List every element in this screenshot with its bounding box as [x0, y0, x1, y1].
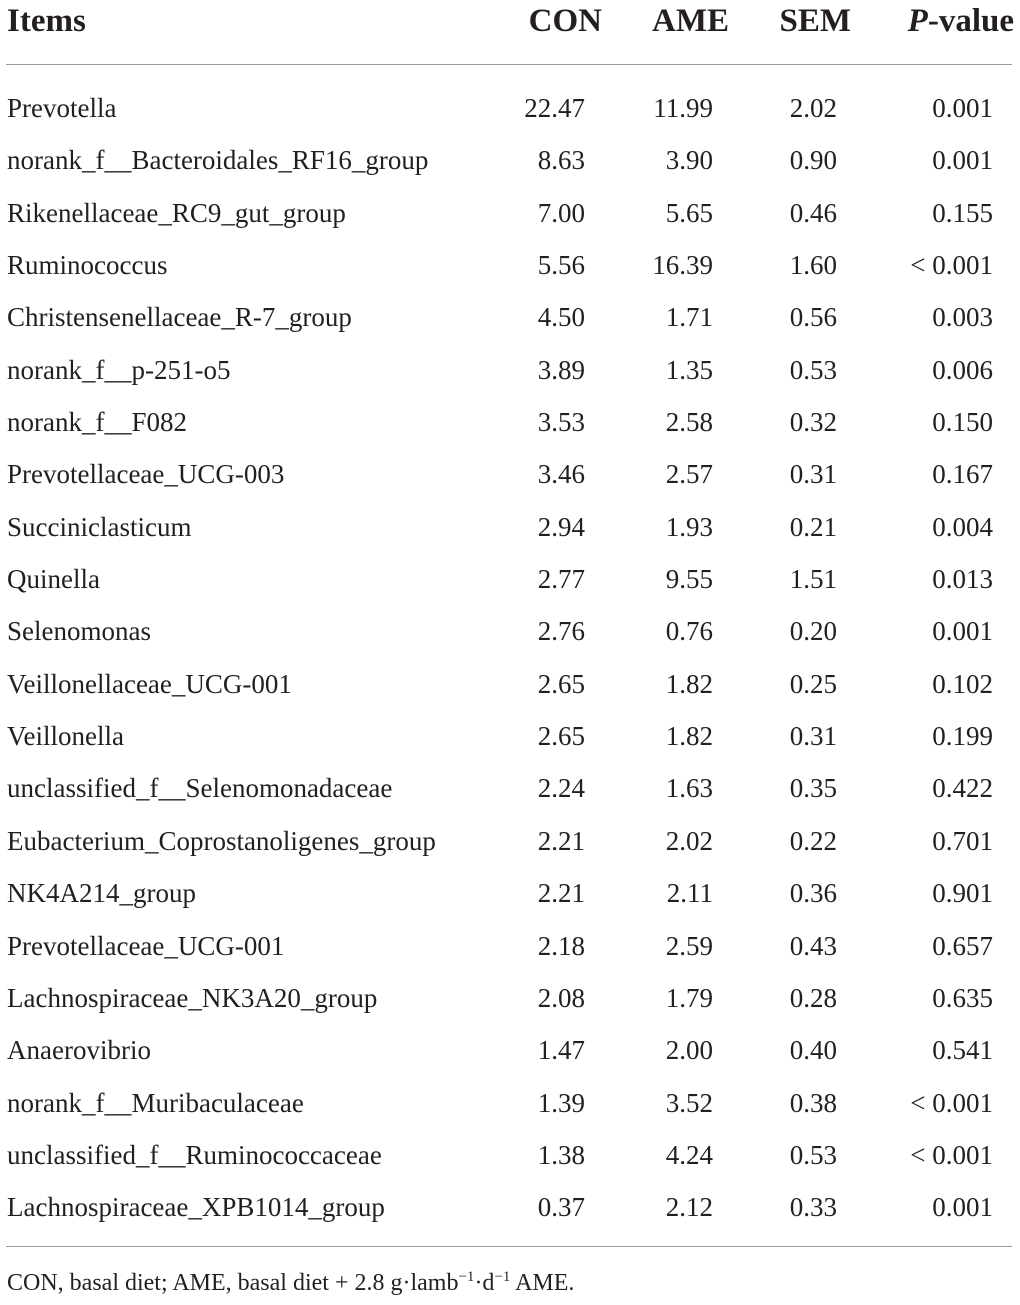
- cell-sem: 0.28: [789, 982, 837, 1013]
- cell-item: Eubacterium_Coprostanoligenes_group: [7, 825, 436, 856]
- cell-item: Selenomonas: [7, 616, 151, 647]
- cell-sem: 0.20: [789, 616, 837, 647]
- table-row: [0, 1129, 1020, 1181]
- cell-item: norank_f__Muribaculaceae: [7, 1087, 304, 1118]
- cell-p-value: < 0.001: [910, 1139, 993, 1170]
- cell-con: 2.76: [537, 616, 585, 647]
- table-row: [0, 815, 1020, 867]
- cell-sem: 0.43: [789, 930, 837, 961]
- cell-con: 2.18: [537, 930, 585, 961]
- cell-item: unclassified_f__Selenomonadaceae: [7, 773, 393, 804]
- cell-sem: 0.33: [789, 1192, 837, 1223]
- table-row: [0, 1077, 1020, 1129]
- cell-con: 1.38: [537, 1139, 585, 1170]
- table-row: [0, 501, 1020, 553]
- cell-p-value: 0.150: [932, 407, 993, 438]
- cell-sem: 0.56: [789, 302, 837, 333]
- cell-ame: 2.02: [665, 825, 713, 856]
- cell-p-value: 0.004: [932, 511, 993, 542]
- cell-item: norank_f__Bacteroidales_RF16_group: [7, 145, 429, 176]
- cell-sem: 2.02: [789, 93, 837, 123]
- header-p-letter: P: [907, 3, 928, 39]
- table-row: [0, 553, 1020, 605]
- header-con: CON: [528, 3, 602, 39]
- cell-item: Quinella: [7, 564, 100, 595]
- cell-con: 1.39: [537, 1087, 585, 1118]
- cell-con: 2.65: [537, 721, 585, 752]
- cell-sem: 0.46: [789, 197, 837, 228]
- cell-item: Succiniclasticum: [7, 511, 192, 542]
- cell-sem: 0.35: [789, 773, 837, 804]
- cell-con: 22.47: [524, 93, 585, 123]
- table-row: [0, 972, 1020, 1024]
- cell-con: 7.00: [537, 197, 585, 228]
- cell-con: 2.21: [537, 878, 585, 909]
- cell-sem: 0.25: [789, 668, 837, 699]
- table-row: [0, 396, 1020, 448]
- cell-con: 2.94: [537, 511, 585, 542]
- cell-item: Anaerovibrio: [7, 1035, 151, 1066]
- table-row: [0, 448, 1020, 500]
- cell-item: Veillonellaceae_UCG-001: [7, 668, 292, 699]
- cell-p-value: < 0.001: [910, 1087, 993, 1118]
- header-sem: SEM: [779, 3, 851, 39]
- cell-con: 0.37: [537, 1192, 585, 1223]
- table-body: [0, 82, 1020, 1234]
- cell-ame: 2.00: [665, 1035, 713, 1066]
- cell-ame: 2.11: [666, 878, 713, 909]
- table-row: [0, 867, 1020, 919]
- cell-p-value: 0.001: [932, 93, 993, 123]
- header-items: Items: [7, 3, 86, 39]
- table-row: [0, 710, 1020, 762]
- cell-sem: 0.31: [789, 459, 837, 490]
- cell-item: Prevotella: [7, 93, 117, 123]
- cell-ame: 1.93: [665, 511, 713, 542]
- cell-ame: 5.65: [665, 197, 713, 228]
- cell-item: unclassified_f__Ruminococcaceae: [7, 1139, 382, 1170]
- cell-sem: 0.38: [789, 1087, 837, 1118]
- cell-ame: 2.58: [665, 407, 713, 438]
- header-p-suffix: -value: [927, 3, 1014, 39]
- cell-sem: 0.53: [789, 354, 837, 385]
- cell-item: Lachnospiraceae_NK3A20_group: [7, 982, 378, 1013]
- table-row: [0, 605, 1020, 657]
- table-row: [0, 762, 1020, 814]
- cell-p-value: < 0.001: [910, 250, 993, 281]
- cell-sem: 0.53: [789, 1139, 837, 1170]
- cell-ame: 4.24: [665, 1139, 713, 1170]
- footnote-text-1: CON, basal diet; AME, basal diet + 2.8 g·lamb: [7, 1270, 459, 1296]
- cell-ame: 3.52: [665, 1087, 713, 1118]
- cell-ame: 1.82: [665, 721, 713, 752]
- cell-con: 3.53: [537, 407, 585, 438]
- cell-con: 4.50: [537, 302, 585, 333]
- table-row: [0, 344, 1020, 396]
- cell-ame: 1.71: [665, 302, 713, 333]
- cell-item: Rikenellaceae_RC9_gut_group: [7, 197, 346, 228]
- cell-p-value: 0.001: [932, 616, 993, 647]
- cell-sem: 0.36: [789, 878, 837, 909]
- header-ame: AME: [652, 3, 729, 39]
- footnote-text-2: ·d: [474, 1270, 495, 1296]
- cell-p-value: 0.701: [932, 825, 993, 856]
- cell-p-value: 0.013: [932, 564, 993, 595]
- cell-p-value: 0.001: [932, 1192, 993, 1223]
- table-row: [0, 239, 1020, 291]
- cell-ame: 16.39: [652, 250, 713, 281]
- cell-ame: 1.82: [665, 668, 713, 699]
- cell-sem: 0.90: [789, 145, 837, 176]
- cell-sem: 0.32: [789, 407, 837, 438]
- cell-con: 2.21: [537, 825, 585, 856]
- table-row: [0, 658, 1020, 710]
- cell-item: norank_f__F082: [7, 407, 187, 438]
- footnote-sup-1: −1: [458, 1269, 475, 1285]
- table-row: [0, 920, 1020, 972]
- cell-ame: 1.35: [665, 354, 713, 385]
- cell-ame: 3.90: [665, 145, 713, 176]
- cell-con: 2.24: [537, 773, 585, 804]
- cell-ame: 0.76: [665, 616, 713, 647]
- cell-p-value: 0.635: [932, 982, 993, 1013]
- table-row: [0, 134, 1020, 186]
- cell-con: 3.89: [537, 354, 585, 385]
- cell-con: 2.77: [537, 564, 585, 595]
- footnote-sup-2: −1: [494, 1269, 511, 1285]
- cell-sem: 0.31: [789, 721, 837, 752]
- cell-sem: 1.60: [789, 250, 837, 281]
- cell-ame: 1.63: [665, 773, 713, 804]
- cell-ame: 9.55: [665, 564, 713, 595]
- cell-item: Prevotellaceae_UCG-003: [7, 459, 285, 490]
- cell-item: Prevotellaceae_UCG-001: [7, 930, 285, 961]
- cell-p-value: 0.901: [932, 878, 993, 909]
- cell-item: Ruminococcus: [7, 250, 168, 281]
- cell-sem: 1.51: [789, 564, 837, 595]
- footer-divider: [6, 1246, 1012, 1247]
- cell-p-value: 0.155: [932, 197, 993, 228]
- cell-ame: 2.12: [665, 1192, 713, 1223]
- cell-ame: 1.79: [665, 982, 713, 1013]
- cell-p-value: 0.541: [932, 1035, 993, 1066]
- header-p-value: [908, 0, 1014, 42]
- cell-sem: 0.21: [789, 511, 837, 542]
- table-row: [0, 291, 1020, 343]
- cell-ame: 11.99: [653, 93, 713, 123]
- cell-p-value: 0.422: [932, 773, 993, 804]
- cell-sem: 0.22: [789, 825, 837, 856]
- cell-p-value: 0.167: [932, 459, 993, 490]
- table-row: [0, 82, 1020, 134]
- cell-p-value: 0.003: [932, 302, 993, 333]
- cell-p-value: 0.102: [932, 668, 993, 699]
- cell-p-value: 0.199: [932, 721, 993, 752]
- cell-ame: 2.59: [665, 930, 713, 961]
- table-row: [0, 1181, 1020, 1233]
- cell-con: 2.08: [537, 982, 585, 1013]
- footnote-text-3: AME.: [510, 1270, 575, 1296]
- header-divider: [6, 64, 1012, 65]
- cell-con: 5.56: [537, 250, 585, 281]
- cell-p-value: 0.001: [932, 145, 993, 176]
- cell-ame: 2.57: [665, 459, 713, 490]
- cell-con: 1.47: [537, 1035, 585, 1066]
- cell-p-value: 0.006: [932, 354, 993, 385]
- cell-con: 3.46: [537, 459, 585, 490]
- cell-item: norank_f__p-251-o5: [7, 354, 231, 385]
- cell-con: 2.65: [537, 668, 585, 699]
- table-row: [0, 187, 1020, 239]
- cell-item: NK4A214_group: [7, 878, 196, 909]
- cell-p-value: 0.657: [932, 930, 993, 961]
- cell-item: Veillonella: [7, 721, 124, 752]
- cell-item: Christensenellaceae_R-7_group: [7, 302, 352, 333]
- cell-sem: 0.40: [789, 1035, 837, 1066]
- table-header-row: [0, 0, 1020, 64]
- table-row: [0, 1024, 1020, 1076]
- cell-item: Lachnospiraceae_XPB1014_group: [7, 1192, 385, 1223]
- cell-con: 8.63: [537, 145, 585, 176]
- table-footnote: [7, 1266, 574, 1300]
